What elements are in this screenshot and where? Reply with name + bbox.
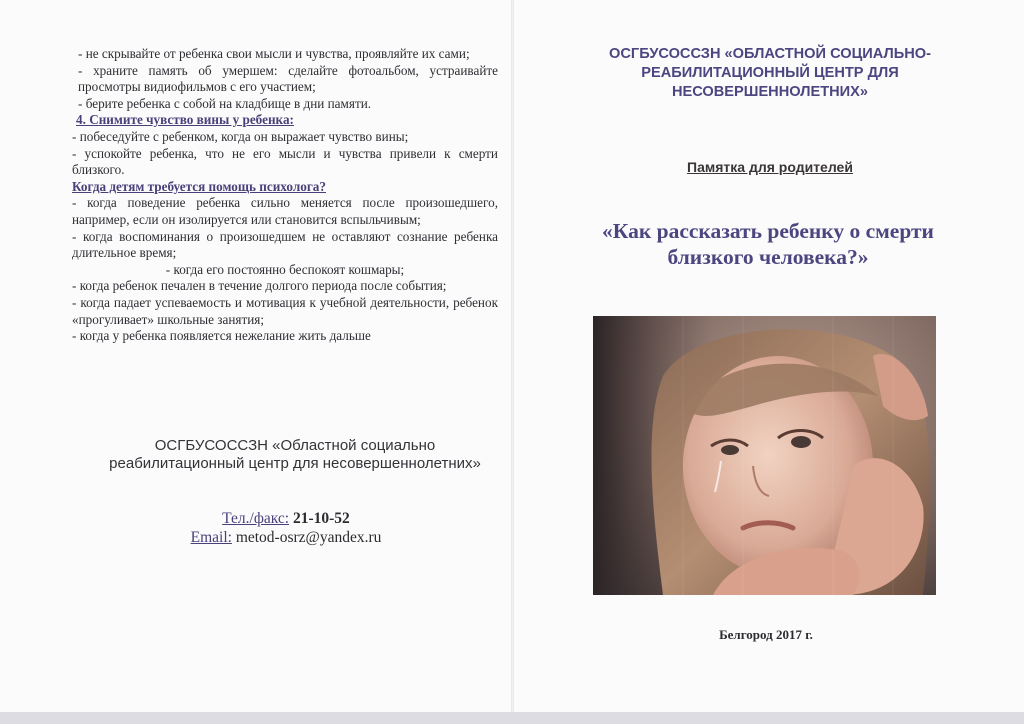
contacts-block: [60, 509, 512, 547]
tip-line: - когда его постоянно беспокоят кошмары;: [165, 261, 405, 277]
section-heading-guilt: 4. Снимите чувство вины у ребенка:: [76, 112, 294, 128]
memo-subtitle: [560, 159, 980, 175]
organization-line: ОСГБУСОССЗН «ОБЛАСТНОЙ СОЦИАЛЬНО-: [609, 46, 931, 62]
organization-line: реабилитационный центр для несовершеннолетних»: [109, 455, 481, 472]
section-heading-psychologist: Когда детям требуется помощь психолога?: [72, 178, 326, 194]
phone-label: Тел./факс:: [222, 510, 290, 527]
title-line: «Как рассказать ребенку о смерти: [602, 219, 934, 243]
tip-line: - когда воспоминания о произошедшем не оставляют сознание ребенка длительное время;: [72, 228, 498, 261]
cover-photo: [593, 316, 936, 595]
phone-number: 21-10-52: [292, 510, 350, 527]
tip-line: - не скрывайте от ребенка свои мысли и чувства, проявляйте их сами;: [78, 46, 470, 61]
organization-name: [60, 437, 530, 473]
crying-child-photo-illustration: [593, 316, 936, 595]
fold-line: [511, 0, 514, 724]
organization-header: [560, 45, 980, 102]
left-panel-text: [72, 46, 498, 345]
tip-line: - побеседуйте с ребенком, когда он выражает чувство вины;: [72, 128, 409, 144]
tip-line: - когда ребенок печален в течение долгого периода после события;: [72, 278, 447, 294]
email-label: Email:: [190, 529, 232, 546]
tip-line: - храните память об умершем: сделайте фотоальбом, устраивайте просмотры видиофильмов с его участием;: [78, 62, 498, 95]
title-line: близкого человека?»: [667, 245, 869, 269]
tip-line: - успокойте ребенка, что не его мысли и чувства привели к смерти близкого.: [72, 145, 498, 178]
tip-line: - когда поведение ребенка сильно меняется после произошедшего, например, если он изолируется или становится вспыльчивым;: [72, 195, 498, 227]
organization-line: РЕАБИЛИТАЦИОННЫЙ ЦЕНТР ДЛЯ: [641, 65, 899, 81]
organization-line: НЕСОВЕРШЕННОЛЕТНИХ»: [671, 84, 869, 100]
paper-edge: [0, 712, 1024, 724]
memo-label: Памятка для родителей: [687, 159, 853, 175]
tip-line: - когда падает успеваемость и мотивация к учебной деятельности, ребенок «прогуливает» школьные занятия;: [72, 294, 498, 327]
city-year: Белгород 2017 г.: [719, 627, 813, 642]
organization-line: ОСГБУСОССЗН «Областной социально: [154, 437, 436, 454]
email-address[interactable]: metod-osrz@yandex.ru: [235, 529, 382, 546]
tip-line: - когда у ребенка появляется нежелание жить дальше: [72, 328, 371, 344]
tip-line: - берите ребенка с собой на кладбище в дни памяти.: [78, 95, 372, 111]
brochure-title: [548, 218, 988, 270]
